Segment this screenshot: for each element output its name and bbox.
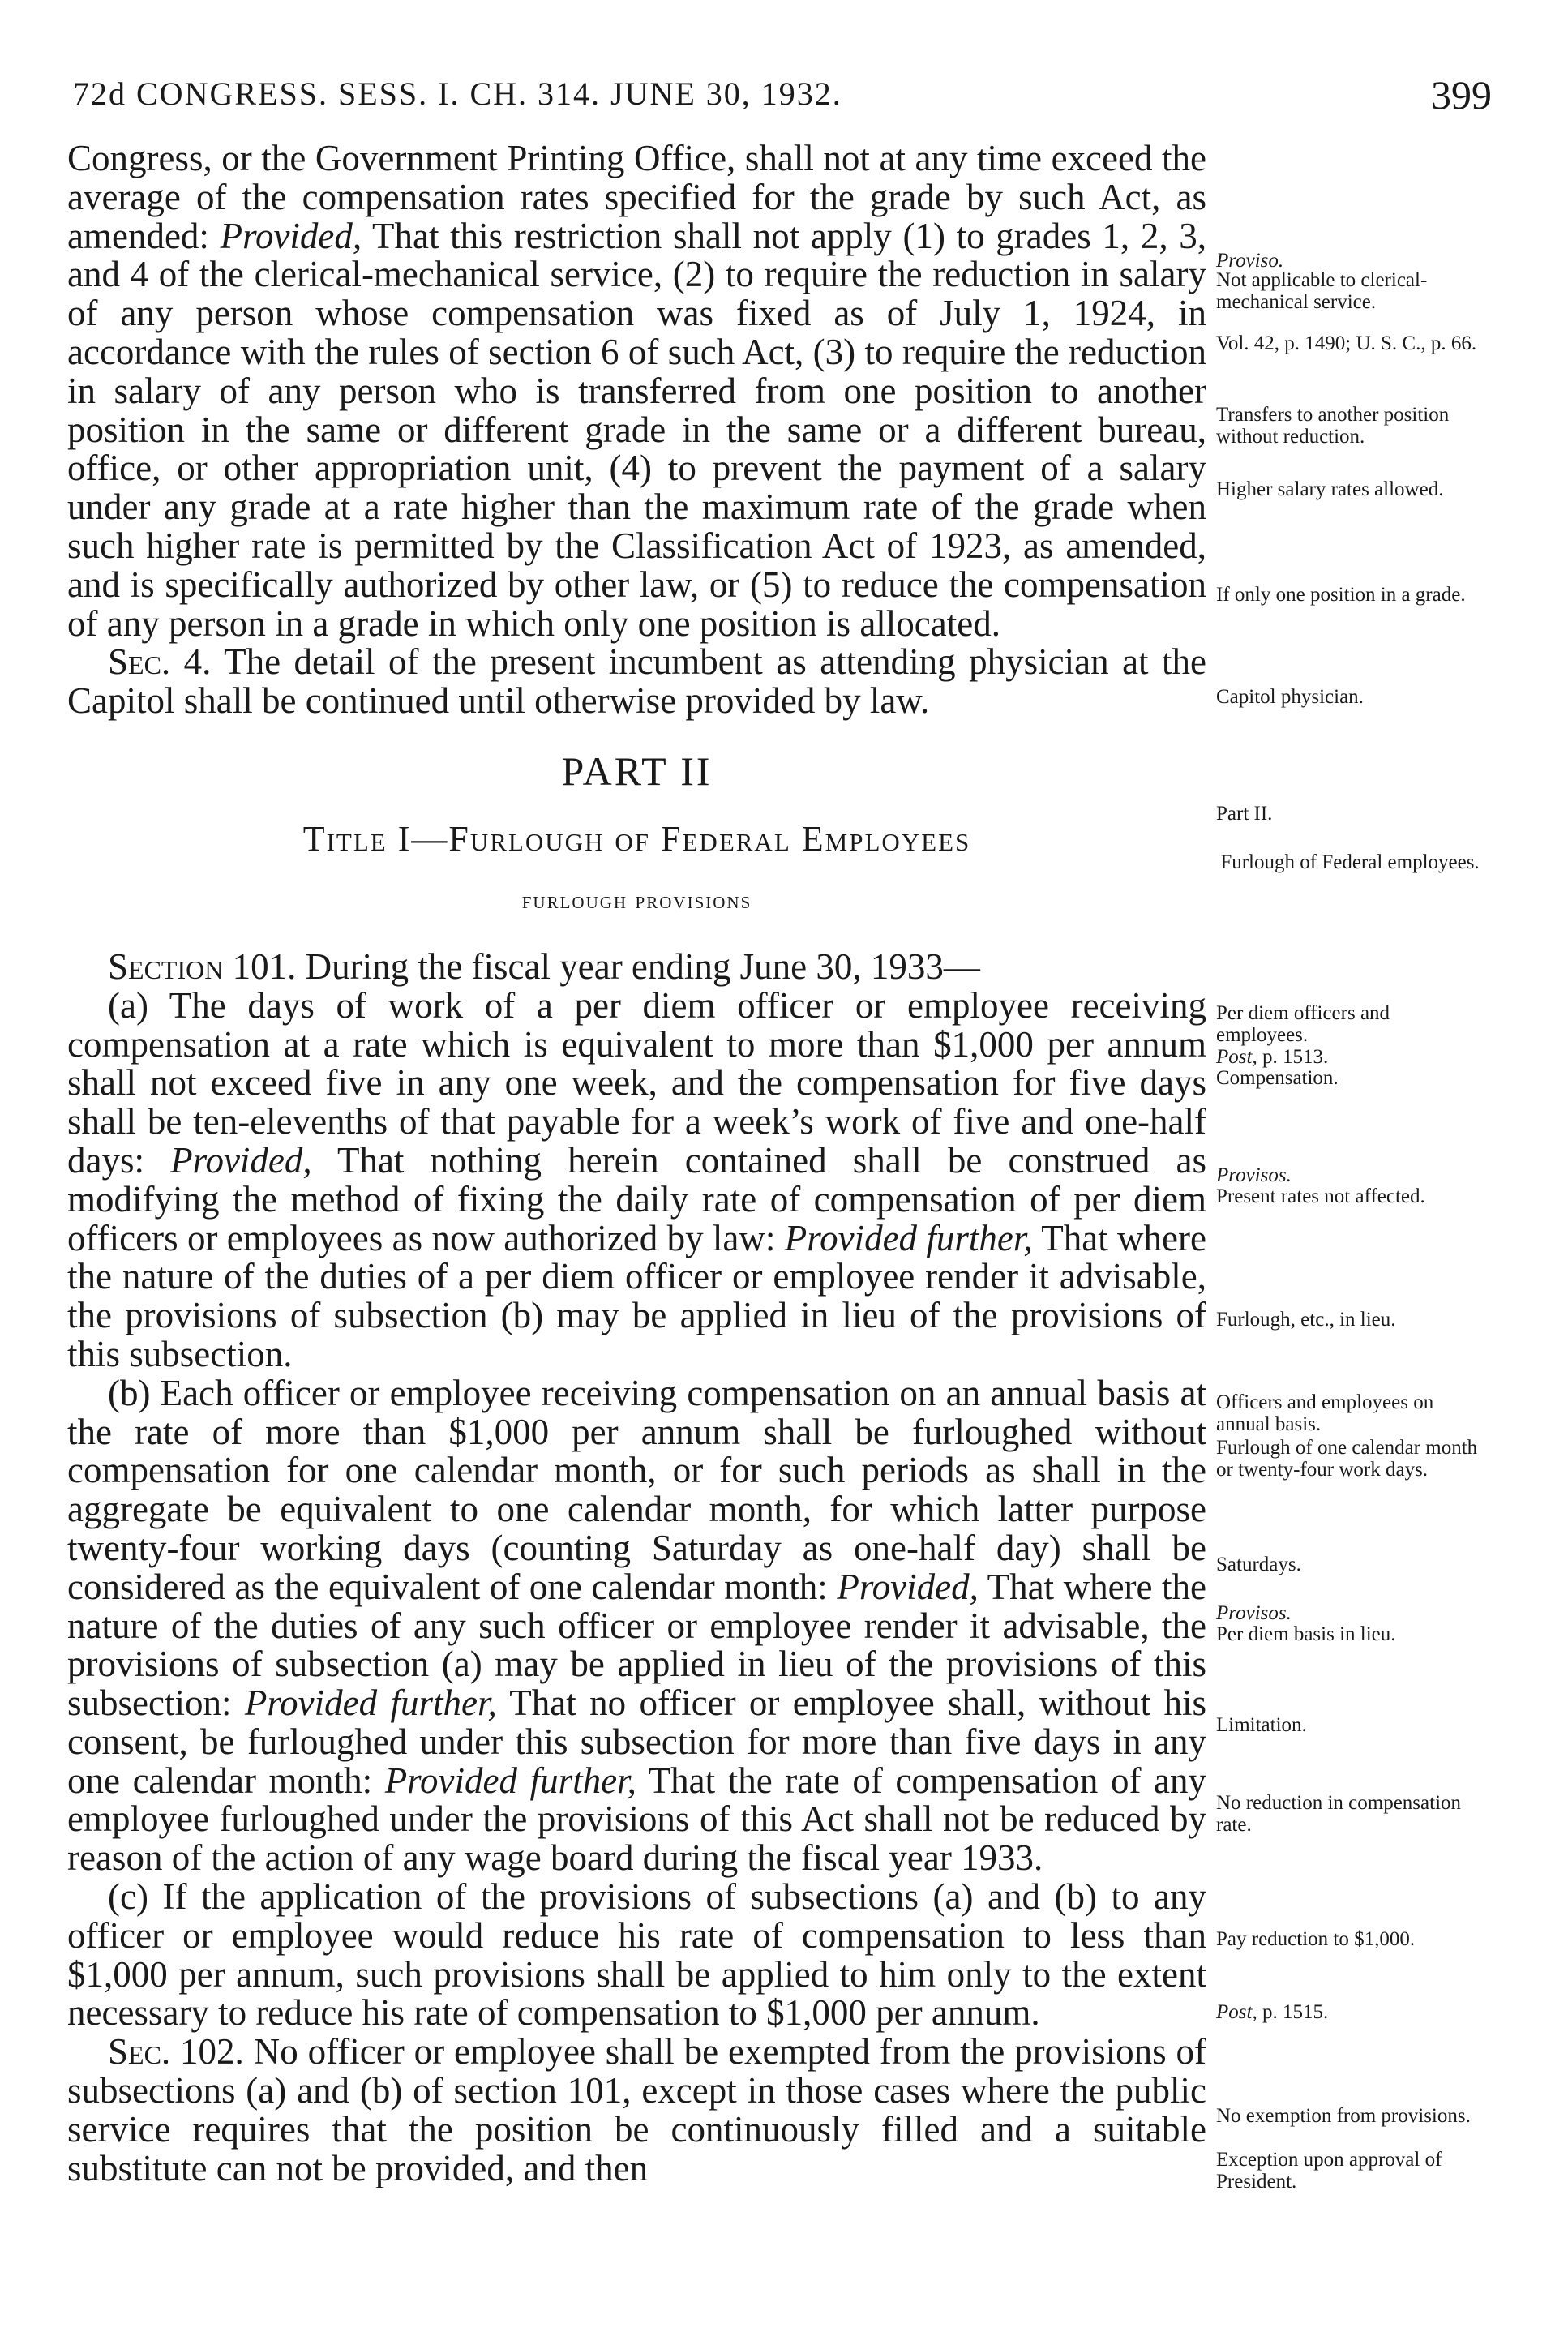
margin-note: No reduction in compensation rate. [1216,1792,1462,1836]
section-102: Sec. 102. No officer or employee shall be exempted from the provisions of subsections (a) and (b) of section 101, except in those cases where the public service requires that the position be continuously filled and a suitable substitute can not be provided, and then [67,2031,1206,2188]
margin-note: Furlough of Federal employees. [1220,851,1480,873]
margin-note: Provisos. [1216,1602,1292,1624]
margin-note: Furlough, etc., in lieu. [1216,1309,1396,1331]
section-label: Section 101. [108,945,297,987]
page-number: 399 [1431,72,1492,118]
margin-note: Compensation. [1216,1067,1339,1089]
section-101: Section 101. During the fiscal year ending June 30, 1933— [108,945,980,987]
margin-note: Present rates not affected. [1216,1185,1425,1207]
margin-note: Part II. [1216,803,1273,825]
section-label: Sec. 102. [108,2031,244,2073]
margin-note: Capitol physician. [1216,686,1364,708]
subsection-b: (b) Each officer or employee receiving compensation on an annual basis at the rate of more than $1,000 per annum shall be furloughed without compensation for one calendar month, or for such periods as shall in the aggregate be equivalent to one calendar month, for which latter purpose twenty-four working days (counting Saturday as one-half day) shall be considered as the equivalent of one calendar month: Provided, That where the nature of the duties of any such officer or employee render it advisable, the provisions of subsection (a) may be applied in lieu of the provisions of this subsection: Provided further, That no officer or employee shall, without his consent, be furloughed under this subsection for more than five days in any one calendar month: Provided further, That the rate of compensation of any employee furloughed under the provisions of this Act shall not be reduced by reason of the action of any wage board during the fiscal year 1933. [67,1372,1207,1879]
margin-note: Per diem basis in lieu. [1216,1623,1396,1645]
margin-note: Vol. 42, p. 1490; U. S. C., p. 66. [1216,332,1477,354]
margin-note: Limitation. [1216,1714,1307,1736]
margin-note: If only one position in a grade. [1216,584,1466,606]
proviso-word: Provided, [220,215,362,256]
subsection-c: (c) If the application of the provisions of subsections (a) and (b) to any officer or employee would reduce his rate of compensation to less than $1,000 per annum, such provisions shall be applied to him only to the extent necessary to reduce his rate of compensation to $1,000 per annum. [67,1876,1206,2034]
margin-note: Exception upon approval of President. [1216,2149,1442,2193]
title-heading: Title I—Furlough of Federal Employees [302,818,971,859]
part-heading: PART II [561,748,713,794]
margin-note: Post, p. 1515. [1216,2001,1329,2023]
margin-note: Not applicable to clerical-mechanical service. [1216,269,1428,313]
section-4: Sec. 4. The detail of the present incumbent as attending physician at the Capitol shall be continued until otherwise provided by law. [67,641,1206,722]
margin-note: Saturdays. [1216,1554,1301,1575]
header-title: 72d CONGRESS. SESS. I. CH. 314. JUNE 30, 1932. [73,75,842,112]
margin-note: Higher salary rates allowed. [1216,478,1444,500]
margin-note: No exemption from provisions. [1216,2105,1471,2127]
margin-note: Proviso. [1216,250,1284,272]
margin-note: Per diem officers and employees. [1216,1002,1390,1046]
margin-note: Furlough of one calendar month or twenty-four work days. [1216,1437,1478,1481]
margin-note: Transfers to another position without reduction. [1216,404,1450,448]
section-label: Sec. 4. [108,641,212,683]
margin-note: Provisos. [1216,1164,1292,1186]
margin-note: Pay reduction to $1,000. [1216,1928,1416,1950]
margin-note: Post, p. 1513. [1216,1046,1329,1068]
sub-heading: furlough provisions [521,886,752,914]
subsection-a: (a) The days of work of a per diem officer or employee receiving compensation at a rate which is equivalent to more than $1,000 per annum shall not exceed five in any one week, and the compensation for five days shall be ten-elevenths of that payable for a week’s work of five and one-half days: Provided, That nothing herein contained shall be construed as modifying the method of fixing the daily rate of compensation of per diem officers or employees as now authorized by law: Provided further, That where the nature of the duties of a per diem officer or employee render it advisable, the provisions of subsection (b) may be applied in lieu of the provisions of this subsection. [67,984,1207,1374]
margin-note: Officers and employees on annual basis. [1216,1391,1434,1435]
paragraph-continuation: Congress, or the Government Printing Office, shall not at any time exceed the average of the compensation rates specified for the grade by such Act, as amended: Provided, That this restriction shall not apply (1) to grades 1, 2, 3, and 4 of the clerical-mechanical service, (2) to require the reduction in salary of any person whose compensation was fixed as of July 1, 1924, in accordance with the rules of section 6 of such Act, (3) to require the reduction in salary of any person who is transferred from one position to another position in the same or different grade in the same or a different bureau, office, or other appropriation unit, (4) to prevent the payment of a salary under any grade at a rate higher than the maximum rate of the grade when such higher rate is permitted by the Classification Act of 1923, as amended, and is specifically authorized by other law, or (5) to reduce the compensation of any person in a grade in which only one position is allocated. [67,138,1207,644]
